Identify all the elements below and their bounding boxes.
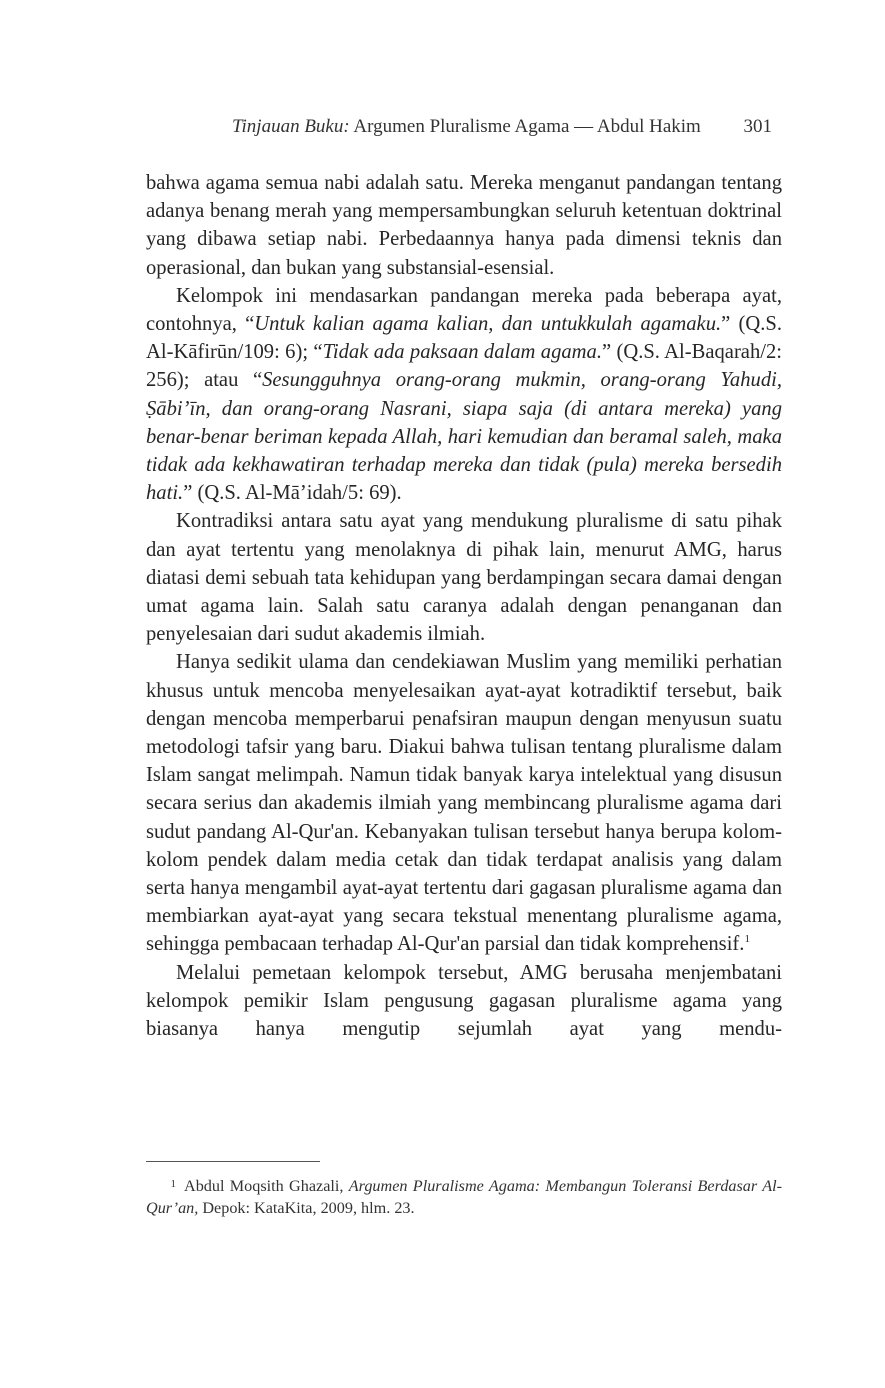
footnote-author: Abdul Moqsith Ghazali, <box>184 1177 349 1195</box>
running-header <box>232 116 772 138</box>
footnote-reference[interactable]: 1 <box>744 933 750 946</box>
header-section-label: Tinjauan Buku: <box>232 116 350 137</box>
quote-al-maidah: Sesungguhnya orang-orang mukmin, orang-orang Yahudi, Ṣābi’īn, dan orang-orang Nasrani, siapa saja (di antara mereka) yang benar-benar beriman kepada Allah, hari kemudian dan beramal saleh, maka tidak ada kekhawatiran terhadap mereka dan tidak (pula) mereka bersedih hati. <box>146 369 782 505</box>
quote-al-kafirun: Untuk kalian agama kalian, dan untukkulah agamaku. <box>254 313 722 336</box>
footnote-marker: 1 <box>170 1178 176 1190</box>
footnote-book-title: Argumen Pluralisme Agama: Membangun Toleransi Berdasar Al-Qur’an, <box>146 1177 782 1217</box>
footnote-1 <box>146 1175 782 1219</box>
footnote-publication: Depok: KataKita, 2009, hlm. 23. <box>198 1199 415 1217</box>
page-number: 301 <box>743 116 772 137</box>
paragraph-2 <box>146 282 782 508</box>
footnote-divider <box>146 1161 320 1162</box>
paragraph-2-text-1: Kelompok ini mendasarkan pandangan mereka pada beberapa ayat, contohnya, “ <box>146 284 782 336</box>
paragraph-4-text: Hanya sedikit ulama dan cendekiawan Muslim yang memiliki perhatian khusus untuk mencoba menyelesaikan ayat-ayat kotradiktif tersebut, baik dengan mencoba memperbarui penafsiran maupun dengan menyusun suatu metodologi tafsir yang baru. Diakui bahwa tulisan tentang pluralisme dalam Islam sangat melimpah. Namun tidak banyak karya intelektual yang disusun secara serius dan akademis ilmiah yang membincang pluralisme agama dari sudut pandang Al-Qur'an. Kebanyakan tulisan tersebut hanya berupa kolom-kolom pendek dalam media cetak dan tidak terdapat analisis yang dalam serta hanya mengambil ayat-ayat tertentu dari gagasan pluralisme agama dan membiarkan ayat-ayat yang secara tekstual menentang pluralisme agama, sehingga pembacaan terhadap Al-Qur'an parsial dan tidak komprehensif. <box>146 651 782 956</box>
main-text <box>146 169 782 1043</box>
paragraph-3: Kontradiksi antara satu ayat yang mendukung pluralisme di satu pihak dan ayat tertentu yang menolaknya di pihak lain, menurut AMG, harus diatasi demi sebuah tata kehidupan yang berdampingan secara damai dengan umat agama lain. Salah satu caranya adalah dengan penanganan dan penyelesaian dari sudut akademis ilmiah. <box>146 510 782 646</box>
paragraph-2-text-2: ” (Q.S. Al-Kāfirūn/109: 6); “ <box>146 313 782 364</box>
paragraph-2-text-4: ” (Q.S. Al-Mā’idah/5: 69). <box>183 482 402 505</box>
quote-al-baqarah: Tidak ada paksaan dalam agama. <box>322 341 602 364</box>
paragraph-1: bahwa agama semua nabi adalah satu. Mereka menganut pandangan tentang adanya benang merah yang mempersambungkan seluruh ketentuan doktrinal yang dibawa setiap nabi. Perbedaannya hanya pada dimensi teknis dan operasional, dan bukan yang substansial-esensial. <box>146 172 782 279</box>
header-title: Argumen Pluralisme Agama — Abdul Hakim <box>349 116 701 137</box>
paragraph-2-text-3: ” (Q.S. Al-Baqarah/2: 256); atau “ <box>146 341 782 392</box>
paragraph-4 <box>146 648 782 958</box>
paragraph-5: Melalui pemetaan kelompok tersebut, AMG berusaha menjembatani kelompok pemikir Islam pengusung gagasan pluralisme agama yang biasanya hanya mengutip sejumlah ayat yang mendu- <box>146 961 782 1041</box>
